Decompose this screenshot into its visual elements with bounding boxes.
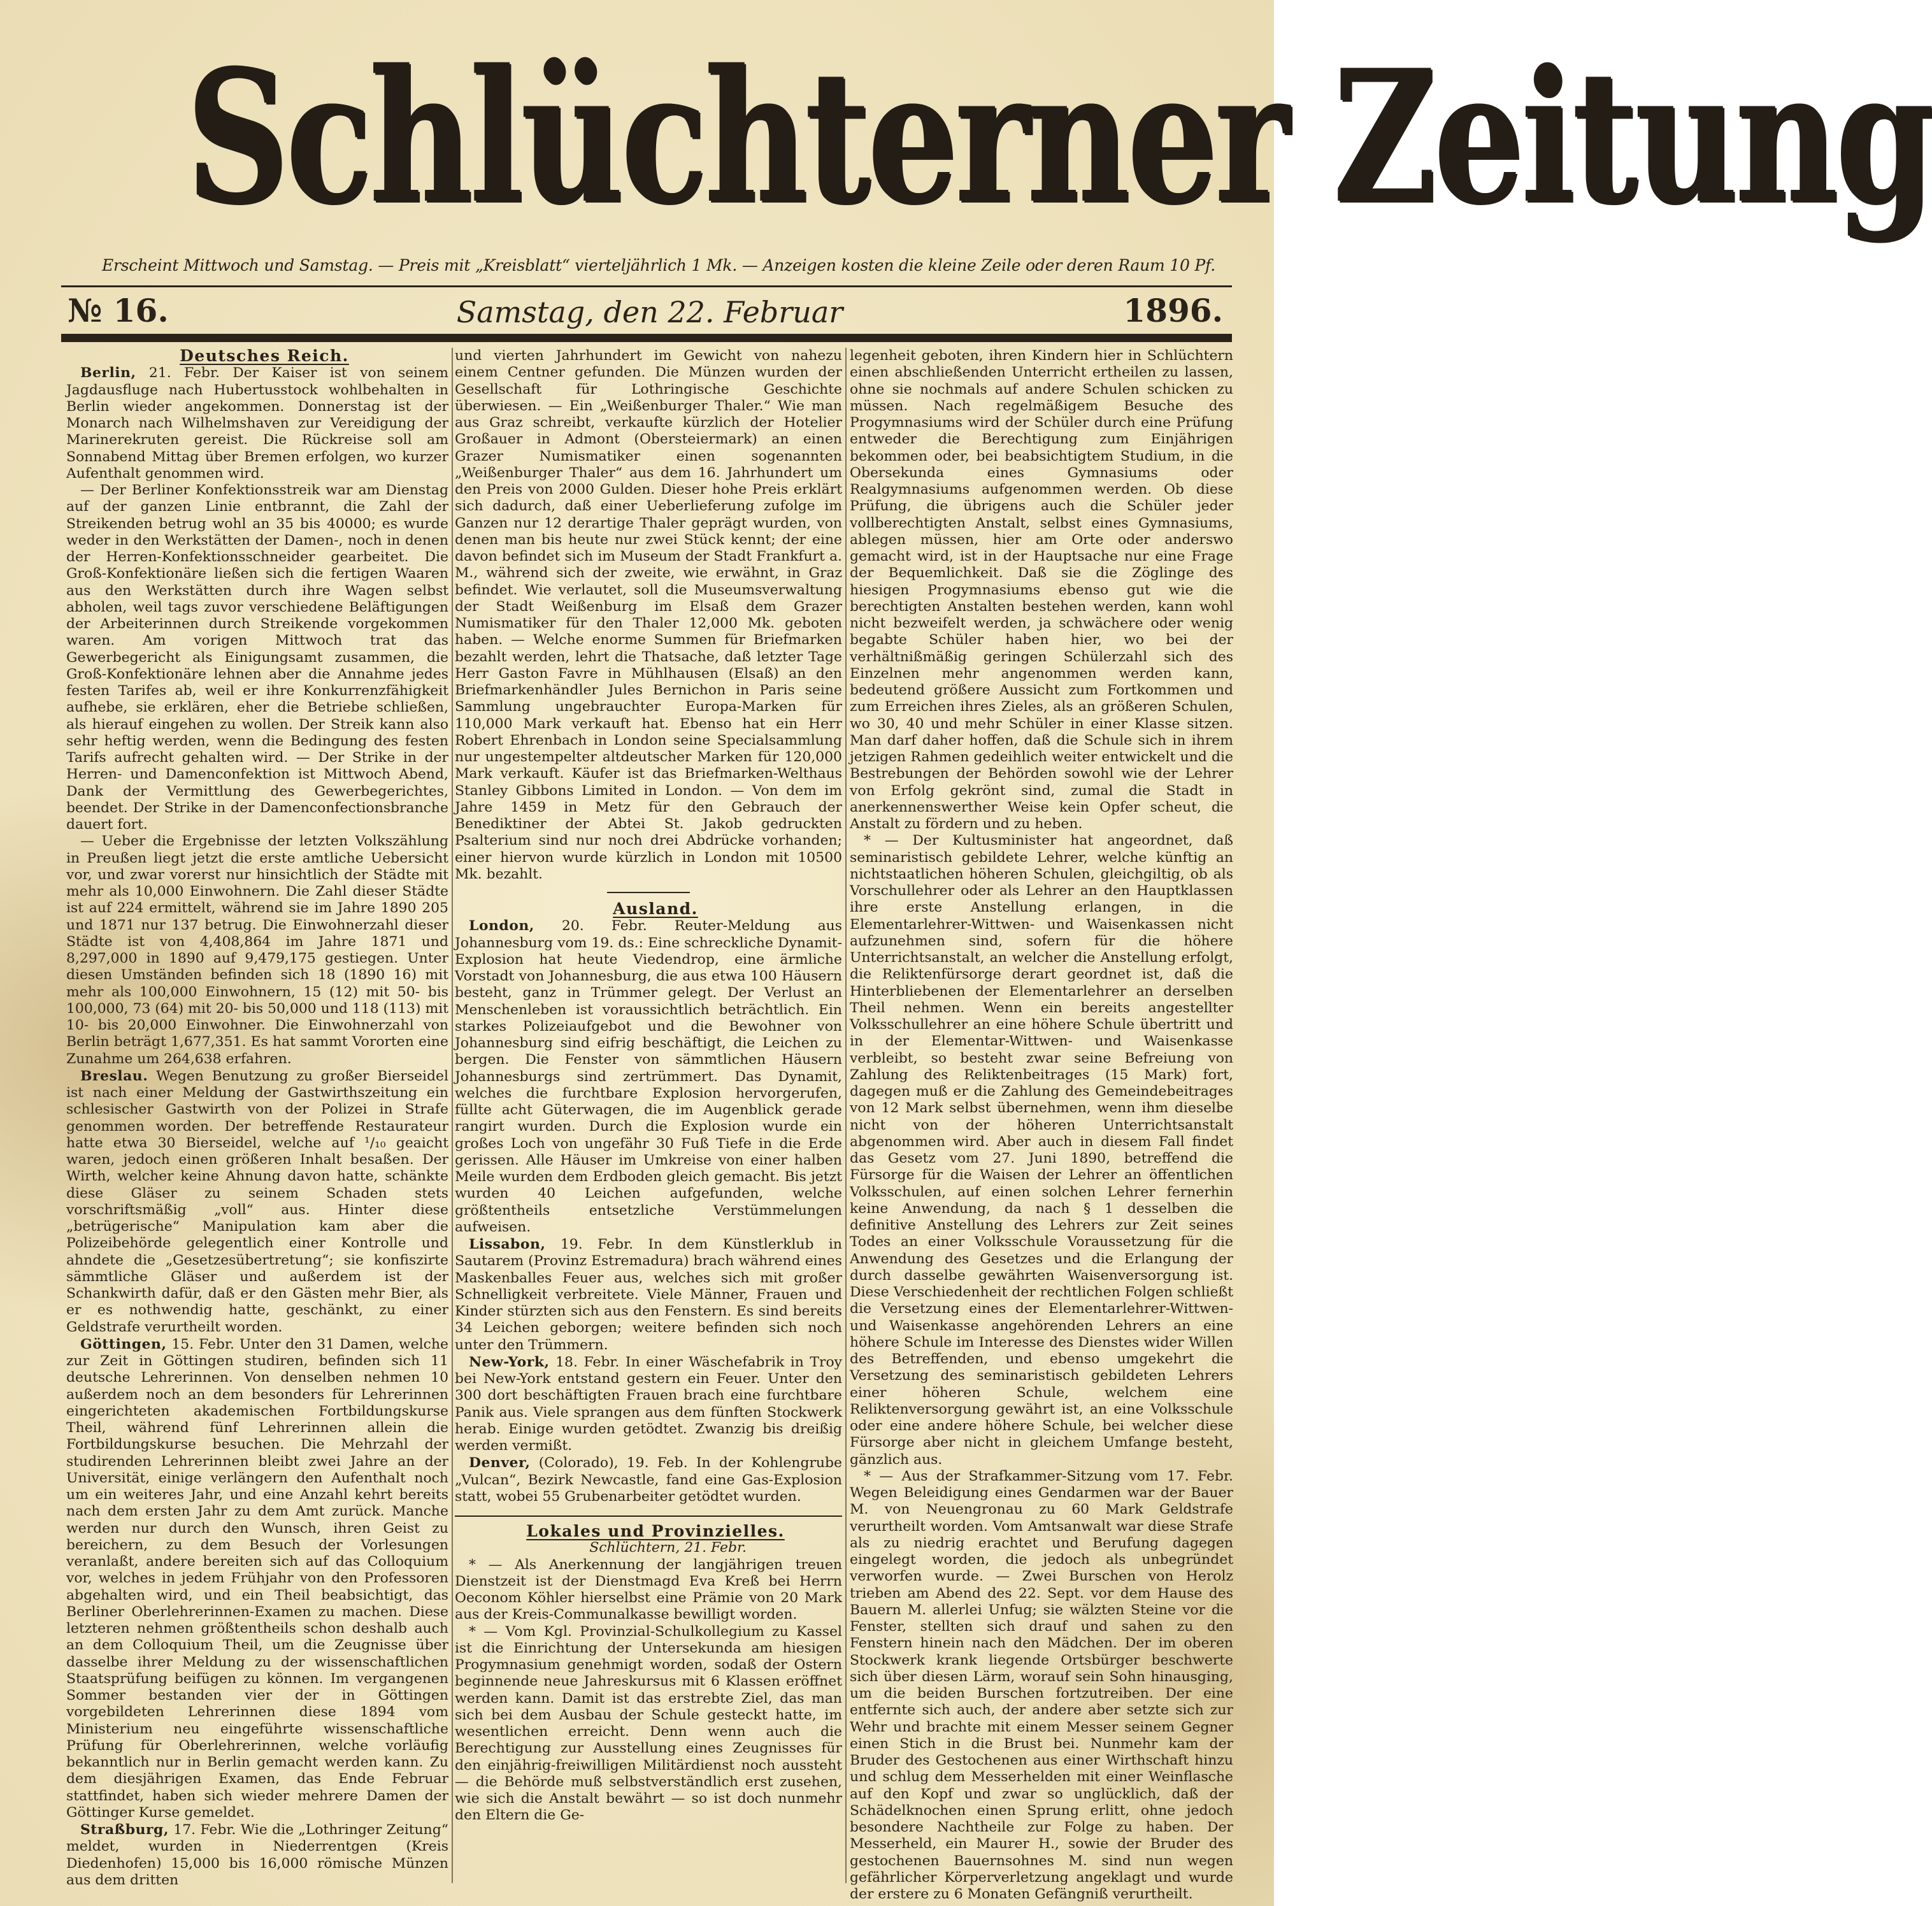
article-berlin — [66, 364, 448, 482]
article-strafkammer: * — Aus der Strafkammer-Sitzung vom 17. Febr. Wegen Beleidigung eines Gendarmen war der Bauer M. von Neuengronau zu 60 Mark Geldstrafe verurtheilt worden. Vom Amtsanwalt war diese Strafe als zu niedrig erachtet und Berufung dagegen eingelegt worden, die jedoch als unbegründet verworfen wurde. — Zwei Burschen von Herolz trieben am Abend des 22. Sept. vor dem Hause des Bauern M. allerlei Unfug; sie wälzten Steine vor die Fenster, stellten sich drauf und sahen zu den Fenstern hinein nach den Mädchen. Der im oberen Stockwerk krank liegende Ortsbürger beschwerte sich über diesen Lärm, worauf sein Sohn hinausging, um die beiden Burschen fortzutreiben. Der eine entfernte sich auch, der andere aber setzte sich zur Wehr und brachte mit einem Messer seinem Gegner einen Stich in die Brust bei. Nunmehr kam der Bruder des Gestochenen aus einer Wirthschaft hinzu und schlug dem Messerhelden mit einer Weinflasche auf den Kopf und zwar so unglücklich, daß der Schädelknochen einen Sprung erlitt, ohne jedoch besondere Nachtheile zur Folge zu haben. Der Messerheld, ein Maurer H., sowie der Bruder des gestochenen Bauernsohnes M. sind nun wegen gefährlicher Körperverletzung angeklagt und wurde der erstere zu 6 Monaten Gefängniß verurtheilt. — [850, 1468, 1233, 1902]
column-divider — [845, 348, 847, 1883]
masthead-title: Schlüchterner Zeitung — [186, 30, 1932, 244]
article-progymnasium: * — Vom Kgl. Provinzial-Schulkollegium zu Kassel ist die Einrichtung der Untersekunda am hiesigen Progymnasium genehmigt worden, sodaß der Ostern beginnende neue Jahreskursus mit 6 Klassen eröffnet werden kann. Damit ist das erstrebte Ziel, das man sich bei dem Ausbau der Schule gesteckt hatte, im wesentlichen erreicht. Denn wenn auch die Berechtigung zur Ausstellung eines Zeugnisses für den einjährig-freiwilligen Militärdienst noch aussteht — die Behörde muß selbstverständlich erst zusehen, wie sich die Anstalt bewährt — so ist doch nunmehr den Eltern die Ge- — [455, 1623, 842, 1824]
section-separator — [455, 1515, 842, 1517]
place-name: Lissabon, — [469, 1236, 546, 1252]
article-kultusminister: * — Der Kultusminister hat angeordnet, daß seminaristisch gebildete Lehrer, welche künftig an nichtstaatlichen höheren Schulen, gleichgiltig, ob als Vorschullehrer oder als Lehrer an den Hauptklassen ihre erste Anstellung erlangen, in die Elementarlehrer-Wittwen- und Waisenkassen nicht aufzunehmen sind, sofern für die höhere Unterrichtsanstalt, an welcher die Anstellung erfolgt, die Reliktenfürsorge derart geordnet ist, daß die Hinterbliebenen der Elementarlehrer an derselben Theil nehmen. Wenn ein bereits angestellter Volksschullehrer an eine höhere Schule übertritt und in der Elementar-Wittwen- und Waisenkasse verbleibt, so besteht zwar seine Befreiung von Zahlung des Reliktenbeitrages (15 Mark) fort, dagegen muß er die Zahlung des Gemeindebeitrages von 12 Mark selbst übernehmen, wenn ihm dieselbe nicht von der höheren Unterrichtsanstalt abgenommen wird. Aber auch in diesem Fall findet das Gesetz vom 27. Juni 1890, betreffend die Fürsorge für die Waisen der Lehrer an öffentlichen Volksschulen, auf einen solchen Lehrer fernerhin keine Anwendung, da nach § 1 desselben die definitive Anstellung des Lehrers zur Zeit seines Todes an einer Volksschule Voraussetzung für die Anwendung des Gesetzes und die Erlangung der durch dasselbe gewährten Waisenversorgung ist. Diese Verschiedenheit der rechtlichen Folgen schließt die Versetzung eines der Elementarlehrer-Wittwen- und Waisenkasse angehörenden Lehrers an eine höhere Schule im Interesse des Dienstes wider Willen des Betreffenden, und ebenso umgekehrt die Versetzung des seminaristisch gebildeten Lehrers einer höheren Schule, welchem eine Reliktenversorgung gewährt ist, an eine Volksschule oder eine andere höhere Schule, bei welcher diese Fürsorge aber nicht in gleichem Umfange besteht, gänzlich aus. — [850, 833, 1233, 1468]
article-progymnasium-continued: legenheit geboten, ihren Kindern hier in Schlüchtern einen abschließenden Unterricht ertheilen zu lassen, ohne sie nochmals auf andere Schulen schicken zu müssen. Nach regelmäßigem Besuche des Progymnasiums wird der Schüler durch eine Prüfung entweder die Berechtigung zum Einjährigen bekommen oder, bei beabsichtigtem Studium, in die Obersekunda eines Gymnasiums oder Realgymnasiums aufgenommen werden. Ob diese Prüfung, die übrigens auch die Schüler jeder vollberechtigten Anstalt, selbst eines Gymnasiums, ablegen müssen, hier am Orte oder anderswo gemacht wird, ist in der Hauptsache nur eine Frage der Bequemlichkeit. Daß sie die Zöglinge des hiesigen Progymnasiums ebenso gut wie die berechtigten Anstalten bestehen werden, kann wohl nicht bezweifelt werden, ja schwächere oder wenig begabte Schüler haben hier, wo bei der verhältnißmäßig geringen Schülerzahl sich des Einzelnen mehr angenommen werden kann, bedeutend größere Aussicht zum Fortkommen und zum Erreichen ihres Zieles, als an größeren Schulen, wo 30, 40 und mehr Schüler in einer Klasse sitzen. Man darf daher hoffen, daß die Schule sich in ihrem jetzigen Rahmen gedeihlich weiter entwickelt und die Bestrebungen der Behörden sowohl wie der Lehrer von Erfolg gekrönt sind, zumal die Stadt in anerkennenswerther Weise kein Opfer scheut, die Anstalt zu fördern und zu heben. — [850, 348, 1233, 832]
place-name: London, — [469, 917, 534, 935]
masthead-subtitle: Erscheint Mittwoch und Samstag. — Preis mit „Kreisblatt“ vierteljährlich 1 Mk. — Anzeigen kosten die kleine Zeile oder deren Raum 10 Pf. — [102, 256, 1215, 275]
article-text: 18. Febr. In einer Wäschefabrik in Troy bei New-York entstand gestern ein Feuer. Unter den 300 dort beschäftigten Frauen brach eine furchtbare Panik aus. Viele sprangen aus dem fünften Stockwerk herab. Einige wurden getödtet. Zwanzig bis dreißig werden vermißt. — [455, 1354, 842, 1454]
section-heading-lokales: Lokales und Provinzielles. — [526, 1522, 785, 1540]
dateline: Schlüchtern, 21. Febr. — [589, 1540, 747, 1556]
article-strassburg — [66, 1821, 448, 1889]
section-heading-deutsches-reich: Deutsches Reich. — [180, 347, 349, 365]
article-denver — [455, 1454, 842, 1505]
article-text: 19. Febr. In dem Künstlerklub in Sautarem (Provinz Estremadura) brach während eines Maskenballes Feuer aus, welches sich mit großer Schnelligkeit verbreitete. Viele Männer, Frauen und Kinder stürzten sich aus den Fenstern. Es sind bereits 34 Leichen geborgen; weitere befinden sich noch unter den Trümmern. — [455, 1236, 842, 1353]
header-rule — [61, 285, 1232, 287]
article-strassburg-continued: und vierten Jahrhundert im Gewicht von nahezu einem Centner gefunden. Die Münzen wurden der Gesellschaft für Lothringische Geschichte überwiesen. — Ein „Weißenburger Thaler.“ Wie man aus Graz schreibt, verkaufte kürzlich der Hotelier Großauer in Admont (Obersteiermark) an einen Grazer Numismatiker einen sogenannten „Weißenburger Thaler“ aus dem 16. Jahrhundert um den Preis von 2000 Gulden. Dieser hohe Preis erklärt sich dadurch, daß einer Ueberlieferung zufolge im Ganzen nur 12 derartige Thaler geprägt wurden, von denen man bis heute nur zwei Stück kennt; der eine davon befindet sich im Museum der Stadt Frankfurt a. M., während sich der zweite, wie erwähnt, in Graz befindet. Wie verlautet, soll die Museumsverwaltung der Stadt Weißenburg im Elsaß dem Grazer Numismatiker für den Thaler 12,000 Mk. geboten haben. — Welche enorme Summen für Briefmarken bezahlt werden, lehrt die Thatsache, daß letzter Tage Herr Gaston Favre in Mühlhausen (Elsaß) an den Briefmarkenhändler Jules Bernichon in Paris seine Sammlung ungebrauchter Europa-Marken für 110,000 Mark verkauft hat. Ebenso hat ein Herr Robert Ehrenbach in London seine Specialsammlung nur ungestempelter altdeutscher Marken für 120,000 Mark verkauft. Käufer ist das Briefmarken-Welthaus Stanley Gibbons Limited in London. — Von dem im Jahre 1459 in Metz für den Gebrauch der Benediktiner der Abtei St. Jakob gedruckten Psalterium sind nur noch drei Abdrücke vorhanden; einer hiervon wurde kürzlich in London mit 10500 Mk. bezahlt. — [455, 348, 842, 882]
article-goettingen — [66, 1336, 448, 1821]
article-volkszaehlung: — Ueber die Ergebnisse der letzten Volkszählung in Preußen liegt jetzt die erste amtliche Uebersicht vor, und zwar vorerst nur hinsichtlich der Städte mit mehr als 10,000 Einwohnern. Die Zahl dieser Städte ist auf 224 ermittelt, während sie im Jahre 1890 205 und 1871 nur 137 betrug. Die Einwohnerzahl dieser Städte ist von 4,408,864 im Jahre 1871 und 8,297,000 in 1890 auf 9,479,175 gestiegen. Unter diesen Umständen befinden sich 18 (1890 16) mit mehr als 100,000 Einwohnern, 15 (12) mit 50- bis 100,000, 73 (64) mit 20- bis 50,000 und 118 (113) mit 10- bis 20,000 Einwohner. Die Einwohnerzahl von Berlin beträgt 1,677,351. Es hat sammt Vororten eine Zunahme um 264,638 erfahren. — [66, 833, 448, 1067]
header-bottom-rule — [61, 334, 1232, 342]
article-dienstmagd: * — Als Anerkennung der langjährigen treuen Dienstzeit ist der Dienstmagd Eva Kreß bei Herrn Oeconom Köhler hierselbst eine Prämie von 20 Mark aus der Kreis-Communalkasse bewilligt worden. — [455, 1556, 842, 1623]
column-3 — [850, 348, 1233, 1902]
article-london — [455, 917, 842, 1236]
issue-number: № 16. — [68, 292, 169, 329]
column-divider — [452, 348, 453, 1883]
column-1 — [66, 348, 448, 1889]
article-text: 21. Febr. Der Kaiser ist von seinem Jagdausfluge nach Hubertusstock wohlbehalten in Berlin wieder angekommen. Donnerstag ist der Monarch nach Wilhelmshaven zur Vereidigung der Marinerekruten gereist. Die Rückreise soll am Sonnabend Mittag über Bremen erfolgen, wo kurzer Aufenthalt genommen wird. — [66, 365, 448, 482]
article-text: 15. Febr. Unter den 31 Damen, welche zur Zeit in Göttingen studiren, befinden sich 11 deutsche Lehrerinnen. Von denselben nehmen 10 außerdem noch an dem besonders für Lehrerinnen eingerichteten akademischen Fortbildungskurse Theil, während fünf Lehrerinnen allein die Fortbildungskurse besuchen. Die Mehrzahl der studirenden Lehrerinnen bleibt zwei Jahre an der Universität, einige verlängern den Aufenthalt noch um ein weiteres Jahr, und eine Anzahl kehrt bereits nach dem ersten Jahr zu dem Amt zurück. Manche werden nur durch den Wunsch, ihren Geist zu bereichern, zu dem Besuch der Vorlesungen veranlaßt, andere bereiten sich auf das Colloquium vor, welches in jedem Frühjahr von den Professoren abgehalten wird, und ein Theil beabsichtigt, das Berliner Oberlehrerinnen-Examen zu machen. Diese letzteren nehmen größtentheils schon deshalb auch an dem Colloquium Theil, um die Zeugnisse über dasselbe ihrer Meldung zu der wissenschaftlichen Staatsprüfung beifügen zu können. Im vergangenen Sommer bestanden vier der in Göttingen vorgebildeten Lehrerinnen diese 1894 vom Ministerium neu eingeführte wissenschaftliche Prüfung für Oberlehrerinnen, welche vorläufig bekanntlich nur in Berlin gemacht werden kann. Zu dem diesjährigen Examen, das Ende Februar stattfindet, haben sich wieder mehrere Damen der Göttinger Kurse gemeldet. — [66, 1336, 448, 1821]
place-name: Denver, — [469, 1454, 531, 1472]
issue-date: Samstag, den 22. Februar — [456, 295, 843, 329]
place-name: Straßburg, — [80, 1821, 169, 1838]
issue-year: 1896. — [1123, 292, 1223, 329]
place-name: Göttingen, — [80, 1335, 167, 1352]
article-lissabon — [455, 1236, 842, 1354]
column-2 — [455, 348, 842, 1889]
article-text: 17. Febr. Wie die „Lothringer Zeitung“ meldet, wurden in Niederrentgen (Kreis Diedenhofen) 15,000 bis 16,000 römische Münzen aus dem dritten — [66, 1822, 448, 1888]
article-konfektionsstreik: — Der Berliner Konfektionsstreik war am Dienstag auf der ganzen Linie entbrannt, die Zahl der Streikenden betrug wohl an 35 bis 40000; es wurde weder in den Werkstätten der Damen-, noch in denen der Herren-Konfektionsschneider gearbeitet. Die Groß-Konfektionäre ließen sich die fertigen Waaren aus den Werkstätten durch ihre Wagen selbst abholen, weil tags zuvor verschiedene Beläftigungen der Arbeiterinnen durch Streikende vorgekommen waren. Am vorigen Mittwoch trat das Gewerbegericht als Einigungsamt zusammen, die Groß-Konfektionäre lehnen aber die Annahme jedes festen Tarifes ab, weil er ihre Konkurrenzfähigkeit aufhebe, sie erklären, eher die Betriebe schließen, als hierauf eingehen zu wollen. Der Streik kann also sehr heftig werden, wenn die Bedingung des festen Tarifs aufrecht gehalten wird. — Der Strike in der Herren- und Damenconfektion ist Mittwoch Abend, Dank der Vermittlung des Gewerbegerichtes, beendet. Der Strike in der Damenconfectionsbranche dauert fort. — [66, 482, 448, 833]
article-text: (Colorado), 19. Feb. In der Kohlengrube „Vulcan“, Bezirk Newcastle, fand eine Gas-Explosion statt, wobei 55 Grubenarbeiter getödtet wurden. — [455, 1455, 842, 1505]
article-new-york — [455, 1354, 842, 1455]
place-name: New-York, — [469, 1353, 550, 1370]
article-text: Wegen Benutzung zu großer Bierseidel ist nach einer Meldung der Gastwirthszeitung ein schlesischer Gastwirth von der Polizei in Strafe genommen worden. Der betreffende Restaurateur hatte etwa 30 Bierseidel, welche auf ¹/₁₀ geaicht waren, jedoch einen größeren Inhalt besaßen. Der Wirth, welcher keine Ahnung davon hatte, schänkte diese Gläser zu seinem Schaden stets vorschriftsmäßig „voll“ aus. Hinter diese „betrügerische“ Manipulation kam aber die Polizeibehörde gelegentlich einer Kontrolle und ahndete die „Gesetzesübertretung“; sie konfiszirte sämmtliche Gläser und außerdem ist der Schankwirth dafür, daß er den Gästen mehr Bier, als er es nothwendig hatte, geschänkt, zu einer Geldstrafe verurtheilt worden. — [66, 1068, 448, 1335]
place-name: Berlin, — [80, 364, 136, 382]
section-separator — [607, 892, 690, 893]
place-name: Breslau. — [80, 1067, 148, 1084]
article-text: 20. Febr. Reuter-Meldung aus Johannesburg vom 19. ds.: Eine schreckliche Dynamit-Explosion hat heute Viedendrop, eine ärmliche Vorstadt von Johannesburg, die aus etwa 100 Häusern besteht, ganz in Trümmer gelegt. Der Verlust an Menschenleben ist voraussichtlich beträchtlich. Ein starkes Polizeiaufgebot und die Bewohner von Johannesburg sind eifrig beschäftigt, die Leichen zu bergen. Die Fenster von sämmtlichen Häusern Johannesburgs sind zertrümmert. Das Dynamit, welches die furchtbare Explosion hervorgerufen, füllte acht Güterwagen, die im Augenblick gerade rangirt wurden. Durch die Explosion wurde ein großes Loch von ungefähr 30 Fuß Tiefe in die Erde gerissen. Alle Häuser im Umkreise von einer halben Meile wurden dem Erdboden gleich gemacht. Bis jetzt wurden 40 Leichen aufgefunden, welche größtentheils entsetzliche Verstümmelungen aufweisen. — [455, 918, 842, 1235]
section-heading-ausland: Ausland. — [613, 899, 698, 918]
article-breslau — [66, 1068, 448, 1336]
